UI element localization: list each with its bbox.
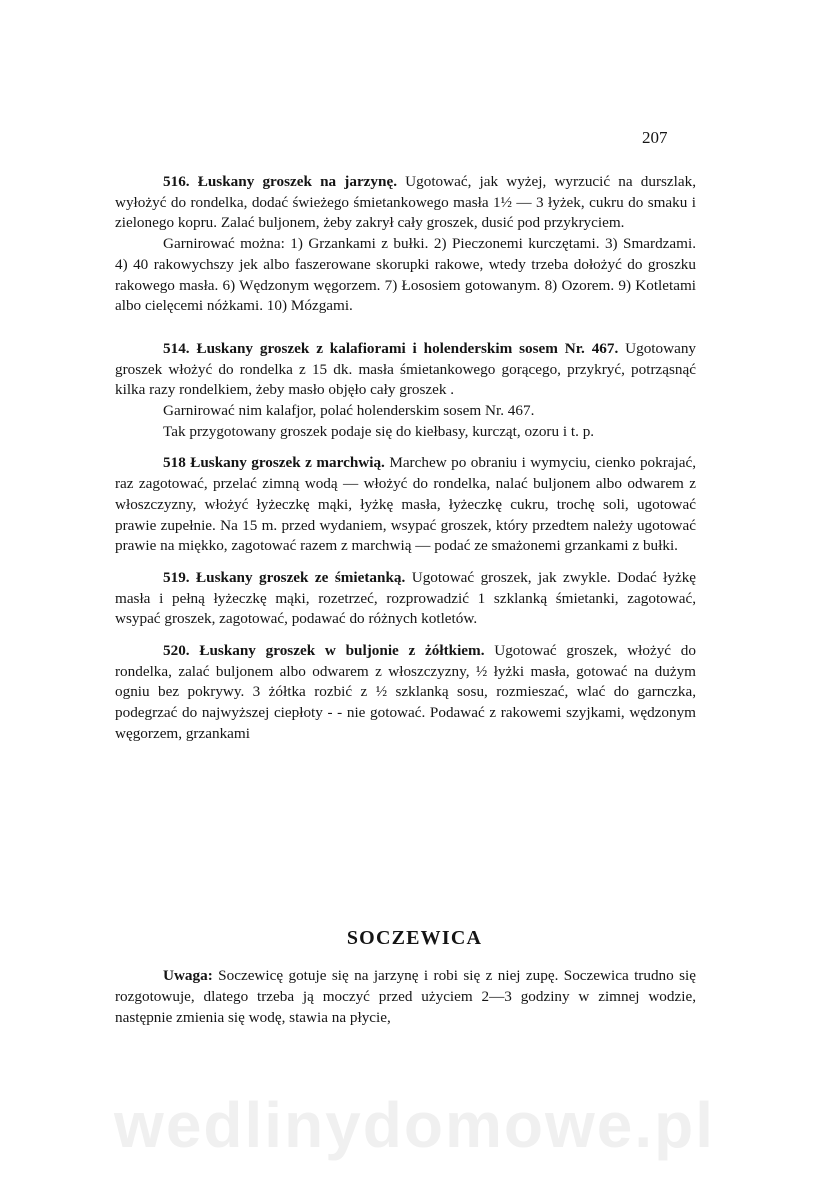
- recipe-516-number: 516.: [163, 173, 190, 190]
- recipe-514-garnish: Garnirować nim kalafjor, polać holenderskim sosem Nr. 467.: [163, 402, 535, 420]
- recipe-520: [115, 641, 696, 745]
- recipe-516-text: Ugotować, jak wyżej, wyrzucić na durszlak, wyłożyć do rondelka, dodać świeżego śmietankowego masła 1½ — 3 łyżek, cukru do smaku i zielonego kopru. Zalać buljonem, żeby zakrył cały groszek, dusić pod przykryciem.: [115, 173, 697, 232]
- watermark: wedlinydomowe.pl: [114, 1089, 715, 1161]
- recipe-519-number: 519.: [163, 568, 190, 586]
- recipe-516: [115, 172, 696, 234]
- recipe-520-number: 520.: [163, 642, 190, 660]
- section-note: [115, 965, 696, 1028]
- recipe-516-garnish: Garnirować można: 1) Grzankami z bułki. 2) Pieczonemi kurczętami. 3) Smardzami. 4) 40 rakowychszy jek albo faszerowane skorupki rakowe, wtedy trzeba dołożyć do groszku rakowego masła. 6) Wędzonym węgorzem. 7) Łososiem gotowanym. 8) Ozorem. 9) Kotletami albo cielęcemi nóżkami. 10) Mózgami.: [115, 235, 696, 315]
- recipe-518-text: Marchew po obraniu i wymyciu, cienko pokrajać, raz zagotować, przelać zimną wodą — włożyć do rondelka, nalać buljonem albo odwarem z włoszczyzny, włożyć łyżeczkę mąki, łyżkę masła, łyżeczkę cukru, trochę soli, ugotować prawie zupełnie. Na 15 m. przed wydaniem, wsypać groszek, który przedtem należy ugotować prawie na miękko, zagotować razem z marchwią — podać ze smażonemi grzankami z bułki.: [115, 454, 697, 555]
- recipe-518: [115, 453, 696, 557]
- recipe-520-title: Łuskany groszek w buljonie z żółtkiem.: [199, 642, 485, 660]
- recipe-519-text: Ugotować groszek, jak zwykle. Dodać łyżkę masła i pełną łyżeczkę mąki, rozetrzeć, rozprowadzić 1 szklanką śmietanki, zagotować, wsypać groszek, zagotować, podawać do różnych kotletów.: [115, 568, 697, 628]
- recipe-519-title: Łuskany groszek ze śmietanką.: [196, 568, 406, 586]
- recipe-518-title: Łuskany groszek z marchwią.: [190, 454, 385, 472]
- recipe-514-serving: Tak przygotowany groszek podaje się do kiełbasy, kurcząt, ozoru i t. p.: [163, 422, 595, 440]
- recipe-516-title: Łuskany groszek na jarzynę.: [197, 173, 398, 190]
- note-text: Soczewicę gotuje się na jarzynę i robi się z niej zupę. Soczewica trudno się rozgotowuje, dlatego trzeba ją moczyć przed użyciem 2—3 godziny w zimnej wodzie, następnie zmienia się wodę, stawia na płycie,: [115, 967, 696, 1026]
- section-heading: SOCZEWICA: [346, 927, 483, 949]
- recipe-list: [115, 172, 696, 756]
- recipe-520-text: Ugotować groszek, włożyć do rondelka, zalać buljonem albo odwarem z włoszczyzny, ½ łyżki masła, gotować na dużym ogniu bez pokrywy. 3 żółtka rozbić z ½ szklanką sosu, rozmieszać, wlać do garnczka, podegrzać do najwyższej ciepłoty - - nie gotować. Podawać z rakowemi szyjkami, wędzonym węgorzem, grzankami: [115, 642, 696, 742]
- page-number: 207: [642, 128, 668, 147]
- note-label: Uwaga:: [163, 967, 213, 984]
- recipe-514: [115, 339, 696, 401]
- recipe-519: [115, 568, 696, 630]
- recipe-518-number: 518: [163, 454, 186, 472]
- recipe-514-text: Ugotowany groszek włożyć do rondelka z 15 dk. masła śmietankowego gorącego, przykryć, potrząsnąć kilka razy rondelkiem, żeby masło objęło cały groszek .: [115, 339, 697, 399]
- recipe-514-title: Łuskany groszek z kalafiorami i holenderskim sosem Nr. 467.: [196, 339, 619, 357]
- recipe-514-number: 514.: [163, 339, 190, 357]
